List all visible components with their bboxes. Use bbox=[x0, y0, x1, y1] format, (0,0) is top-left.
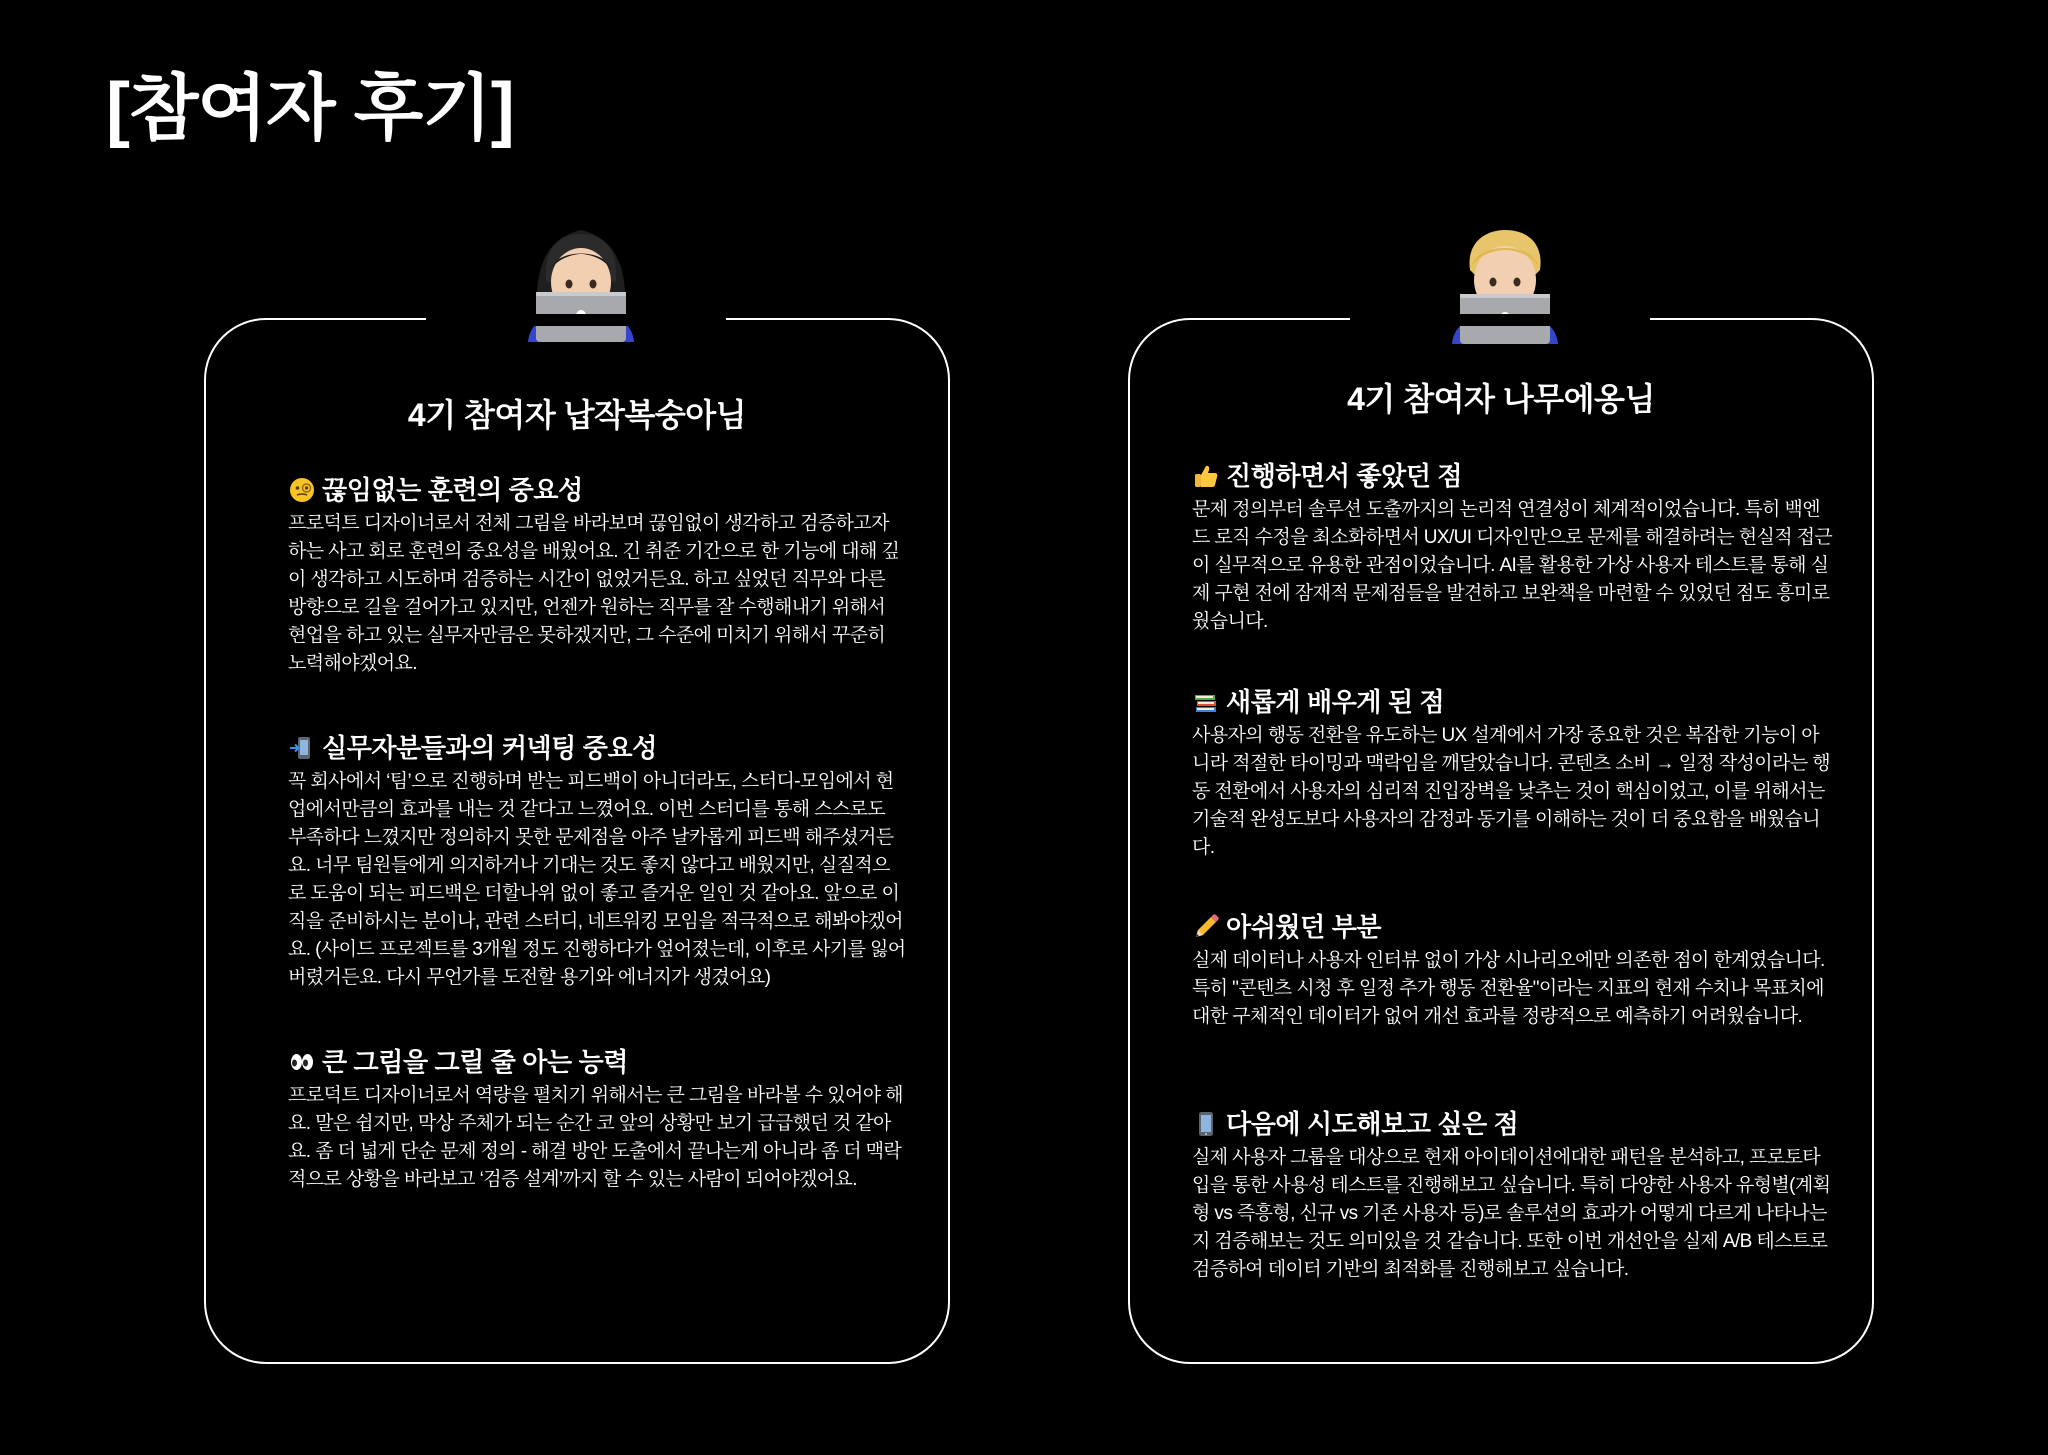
section-body: 문제 정의부터 솔루션 도출까지의 논리적 연결성이 체계적이었습니다. 특히 백엔드 로직 수정을 최소화하면서 UX/UI 디자인만으로 문제를 해결하려는 현실적 접근이 실무적으로 유용한 관점이었습니다. AI를 활용한 가상 사용자 테스트를 통해 실제 구현 전에 잠재적 문제점들을 발견하고 보완책을 마련할 수 있었던 점도 흥미로웠습니다. bbox=[1192, 499, 1833, 632]
section-heading: 끊임없는 훈련의 중요성 bbox=[322, 475, 583, 505]
card-border-gap bbox=[426, 314, 726, 326]
mobile-phone-with-arrow-icon bbox=[288, 734, 316, 762]
section-body: 프로덕트 디자이너로서 역량을 펼치기 위해서는 큰 그림을 바라볼 수 있어야 해요. 말은 쉽지만, 막상 주체가 되는 순간 코 앞의 상황만 보기 급급했던 것 같아요. 좀 더 넓게 단순 문제 정의 - 해결 방안 도출에서 끝나는게 아니라 좀 더 맥락적으로 상황을 바라보고 ‘검증 설계’까지 할 수 있는 사람이 되어야겠어요. bbox=[288, 1085, 903, 1190]
mobile-phone-icon bbox=[1192, 1110, 1220, 1138]
review-section bbox=[1192, 1106, 1836, 1284]
section-heading: 아쉬웠던 부분 bbox=[1226, 912, 1382, 942]
section-heading: 새롭게 배우게 된 점 bbox=[1226, 687, 1445, 717]
review-section bbox=[1192, 458, 1836, 636]
section-heading: 실무자분들과의 커넥팅 중요성 bbox=[322, 733, 657, 763]
review-section bbox=[288, 1044, 906, 1194]
eyes-icon bbox=[288, 1048, 316, 1076]
section-body: 실제 데이터나 사용자 인터뷰 없이 가상 시나리오에만 의존한 점이 한계였습니다. 특히 "콘텐츠 시청 후 일정 추가 행동 전환율"이라는 지표의 현재 수치나 목표치에 대한 구체적인 데이터가 없어 개선 효과를 정량적으로 예측하기 어려웠습니다. bbox=[1192, 950, 1825, 1027]
thumbs-up-icon bbox=[1192, 462, 1220, 490]
section-body: 사용자의 행동 전환을 유도하는 UX 설계에서 가장 중요한 것은 복잡한 기능이 아니라 적절한 타이밍과 맥락임을 깨달았습니다. 콘텐츠 소비 → 일정 작성이라는 행동 전환에서 사용자의 심리적 진입장벽을 낮추는 것이 핵심이었고, 이를 위해서는 기술적 완성도보다 사용자의 감정과 동기를 이해하는 것이 더 중요함을 배웠습니다. bbox=[1192, 725, 1830, 858]
review-section bbox=[288, 730, 906, 992]
review-section bbox=[1192, 909, 1836, 1031]
section-heading: 진행하면서 좋았던 점 bbox=[1226, 461, 1463, 491]
card-border-gap bbox=[1350, 314, 1650, 326]
pencil-icon bbox=[1192, 913, 1220, 941]
section-body: 프로덕트 디자이너로서 전체 그림을 바라보며 끊임없이 생각하고 검증하고자 하는 사고 회로 훈련의 중요성을 배웠어요. 긴 취준 기간으로 한 기능에 대해 깊이 생각하고 시도하며 검증하는 시간이 없었거든요. 하고 싶었던 직무와 다른 방향으로 길을 걸어가고 있지만, 언젠가 원하는 직무를 잘 수행해내기 위해서 현업을 하고 있는 실무자만큼은 못하겠지만, 그 수준에 미치기 위해서 꾸준히 노력해야겠어요. bbox=[288, 513, 900, 674]
card-title: 4기 참여자 납작복숭아님 bbox=[407, 397, 747, 433]
review-card bbox=[1128, 318, 1874, 1364]
section-heading: 다음에 시도해보고 싶은 점 bbox=[1226, 1109, 1519, 1139]
review-section bbox=[1192, 684, 1836, 862]
page-title: [참여자 후기] bbox=[106, 69, 514, 149]
review-section bbox=[288, 472, 906, 678]
section-heading: 큰 그림을 그릴 줄 아는 능력 bbox=[322, 1047, 628, 1077]
section-body: 실제 사용자 그룹을 대상으로 현재 아이데이션에대한 패턴을 분석하고, 프로토타입을 통한 사용성 테스트를 진행해보고 싶습니다. 특히 다양한 사용자 유형별(계획형 vs 즉흥형, 신규 vs 기존 사용자 등)로 솔루션의 효과가 어떻게 다르게 나타나는지 검증해보는 것도 의미있을 것 같습니다. 또한 이번 개선안을 실제 A/B 테스트로 검증하여 데이터 기반의 최적화를 진행해보고 싶습니다. bbox=[1192, 1147, 1831, 1280]
card-title: 4기 참여자 나무에옹님 bbox=[1347, 381, 1655, 417]
face-with-monocle-icon bbox=[288, 476, 316, 504]
review-card bbox=[204, 318, 950, 1364]
section-body: 꼭 회사에서 ‘팀’으로 진행하며 받는 피드백이 아니더라도, 스터디-모임에서 현업에서만큼의 효과를 내는 것 같다고 느꼈어요. 이번 스터디를 통해 스스로도 부족하다 느꼈지만 정의하지 못한 문제점을 아주 날카롭게 피드백 해주셨거든요. 너무 팀원들에게 의지하거나 기대는 것도 좋지 않다고 배웠지만, 실질적으로 도움이 되는 피드백은 더할나위 없이 좋고 즐거운 일인 것 같아요. 앞으로 이직을 준비하시는 분이나, 관련 스터디, 네트워킹 모임을 적극적으로 해봐야겠어요. (사이드 프로젝트를 3개월 정도 진행하다가 엎어졌는데, 이후로 사기를 잃어버렸거든요. 다시 무언가를 도전할 용기와 에너지가 생겼어요) bbox=[288, 771, 906, 988]
books-icon bbox=[1192, 688, 1220, 716]
